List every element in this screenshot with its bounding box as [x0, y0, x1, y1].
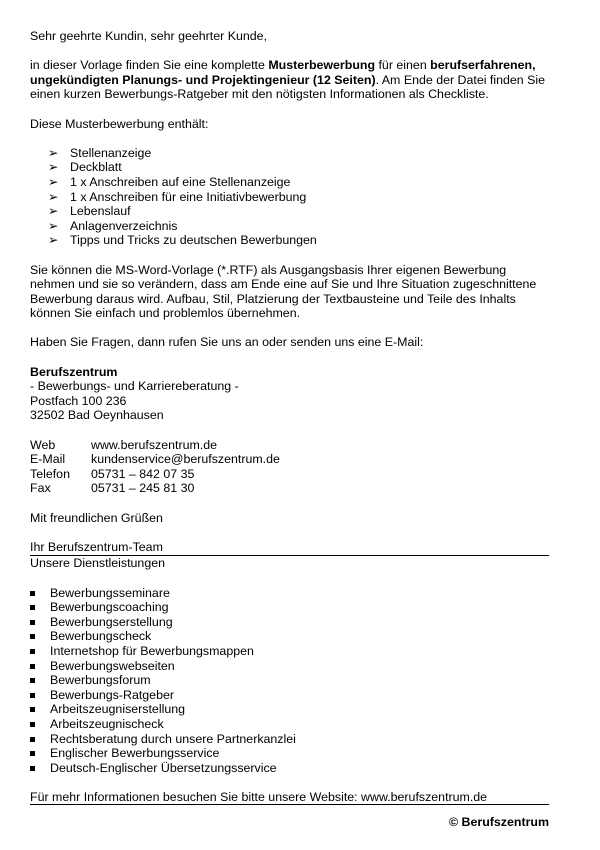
square-bullet-icon: [30, 591, 35, 596]
list-item: Arbeitszeugniserstellung: [30, 702, 550, 717]
list-item: Internetshop für Bewerbungsmappen: [30, 644, 550, 659]
arrow-bullet-icon: ➢: [48, 218, 59, 233]
square-bullet-icon: [30, 751, 35, 756]
intro-text-1: in dieser Vorlage finden Sie eine komplette: [30, 58, 269, 73]
square-bullet-icon: [30, 737, 35, 742]
list-item: Bewerbungsforum: [30, 673, 550, 688]
square-bullet-icon: [30, 707, 35, 712]
closing: Mit freundlichen Grüßen: [30, 510, 163, 525]
phone-value: 05731 – 842 07 35: [91, 466, 195, 481]
arrow-bullet-icon: ➢: [48, 233, 59, 248]
list-item: ➢ 1 x Anschreiben für eine Initiativbewerbung: [48, 189, 307, 204]
list-item: Bewerbungserstellung: [30, 615, 550, 630]
contents-heading: Diese Musterbewerbung enthält:: [30, 116, 209, 131]
arrow-bullet-icon: ➢: [48, 145, 59, 160]
intro-paragraph: [30, 58, 550, 102]
contact-label: Telefon: [30, 466, 70, 481]
usage-paragraph: Sie können die MS-Word-Vorlage (*.RTF) als Ausgangsbasis Ihrer eigenen Bewerbung nehmen und sie so verändern, dass am Ende eine auf Sie und Ihre Situation zugeschnittene Bewerbung daraus wird. Aufbau, Stil, Platzierung der Textbausteine und Teile des Inhalts können Sie einfach und problemlos übernehmen.: [30, 262, 537, 321]
address-block: [30, 365, 550, 423]
list-item: Rechtsberatung durch unsere Partnerkanzlei: [30, 732, 550, 747]
services-list: [30, 586, 550, 776]
list-item: ➢ Stellenanzeige: [48, 145, 152, 160]
contact-row-web: [30, 438, 550, 453]
list-item: Bewerbungswebseiten: [30, 659, 550, 674]
company-name: Berufszentrum: [30, 364, 118, 379]
list-item: Bewerbungsseminare: [30, 586, 550, 601]
square-bullet-icon: [30, 605, 35, 610]
arrow-bullet-icon: ➢: [48, 174, 59, 189]
questions-text: Haben Sie Fragen, dann rufen Sie uns an oder senden uns eine E-Mail:: [30, 335, 424, 350]
contact-table: [30, 438, 550, 496]
contact-row-phone: [30, 467, 550, 482]
email-link[interactable]: kundenservice@berufszentrum.de: [91, 452, 280, 467]
square-bullet-icon: [30, 634, 35, 639]
square-bullet-icon: [30, 620, 35, 625]
more-info-text: Für mehr Informationen besuchen Sie bitte unsere Website: www.berufszentrum.de: [30, 789, 488, 804]
list-item: ➢ Lebenslauf: [48, 204, 131, 219]
contact-label: Web: [30, 437, 56, 452]
intro-text-2: für einen: [375, 58, 431, 73]
square-bullet-icon: [30, 766, 35, 771]
company-subtitle: - Bewerbungs- und Karriereberatung -: [30, 379, 239, 394]
contact-label: E-Mail: [30, 452, 66, 467]
list-item: ➢ Anlagenverzeichnis: [48, 218, 178, 233]
list-item: Englischer Bewerbungsservice: [30, 746, 550, 761]
list-item: Bewerbungscheck: [30, 629, 550, 644]
copyright: © Berufszentrum: [448, 815, 549, 830]
arrow-bullet-icon: ➢: [48, 204, 59, 219]
city: 32502 Bad Oeynhausen: [30, 408, 164, 423]
postbox: Postfach 100 236: [30, 393, 127, 408]
contact-label: Fax: [30, 481, 51, 496]
intro-bold-1: Musterbewerbung: [268, 58, 376, 73]
greeting: Sehr geehrte Kundin, sehr geehrter Kunde,: [30, 29, 267, 43]
fax-value: 05731 – 245 81 30: [91, 481, 195, 496]
arrow-bullet-icon: ➢: [48, 160, 59, 175]
signature: Ihr Berufszentrum-Team: [30, 539, 163, 554]
list-item: Arbeitszeugnischeck: [30, 717, 550, 732]
contact-row-fax: [30, 481, 550, 496]
list-item: Bewerbungscoaching: [30, 600, 550, 615]
square-bullet-icon: [30, 664, 35, 669]
intro-bold-2: berufserfahrenen, ungekündigten Planungs- und Projektingenieur (12 Seiten): [30, 58, 536, 87]
services-heading: Unsere Dienstleistungen: [30, 556, 165, 571]
list-item: ➢ Deckblatt: [48, 160, 122, 175]
square-bullet-icon: [30, 693, 35, 698]
square-bullet-icon: [30, 649, 35, 654]
contact-row-email: [30, 452, 550, 467]
document-page: [30, 29, 550, 830]
web-link[interactable]: www.berufszentrum.de: [91, 437, 218, 452]
arrow-bullet-icon: ➢: [48, 189, 59, 204]
square-bullet-icon: [30, 722, 35, 727]
list-item: Bewerbungs-Ratgeber: [30, 688, 550, 703]
square-bullet-icon: [30, 678, 35, 683]
contents-list: [30, 146, 550, 248]
list-item: Deutsch-Englischer Übersetzungsservice: [30, 761, 550, 776]
list-item: ➢ Tipps und Tricks zu deutschen Bewerbungen: [48, 233, 317, 248]
intro-text-3: . Am Ende der Datei finden Sie einen kurzen Bewerbungs-Ratgeber mit den nötigsten Informationen als Checkliste.: [30, 72, 546, 102]
list-item: ➢ 1 x Anschreiben auf eine Stellenanzeige: [48, 174, 291, 189]
